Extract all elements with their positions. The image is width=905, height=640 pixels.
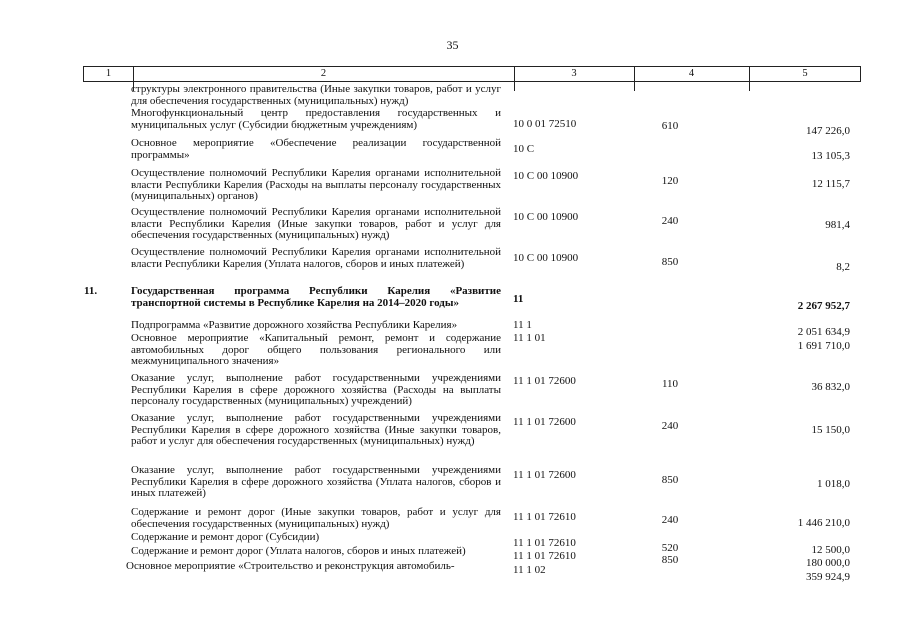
row-description: Осуществление полномочий Республики Карелия органами исполнительной власти Республики Карелия (Уплата налогов, сборов и иных платежей): [131, 246, 501, 270]
row-expense-type: 850: [661, 554, 679, 566]
row-amount: 2 267 952,7: [797, 300, 850, 312]
row-description: Содержание и ремонт дорог (Уплата налогов, сборов и иных платежей): [131, 545, 466, 557]
row-amount: 1 691 710,0: [797, 340, 850, 352]
row-expense-type: 850: [661, 256, 679, 268]
row-description: Оказание услуг, выполнение работ государственными учреждениями Республики Карелия в сфере дорожного хозяйства (Расходы на выплаты персоналу государственных (муниципальных) учреждений): [131, 372, 501, 408]
row-amount: 981,4: [825, 219, 850, 231]
row-description: Государственная программа Республики Карелия «Развитие транспортной системы в Республике Карелия на 2014–2020 годы»: [131, 285, 501, 309]
row-expense-type: 850: [661, 474, 679, 486]
row-expense-type: 520: [661, 542, 679, 554]
row-amount: 15 150,0: [811, 424, 850, 436]
row-code: 11 1 01: [513, 332, 546, 344]
row-description: Осуществление полномочий Республики Карелия органами исполнительной власти Республики Карелия (Иные закупки товаров, работ и услуг для обеспечения государственных (муниципальных) нужд): [131, 206, 501, 242]
row-amount: 147 226,0: [806, 125, 850, 137]
row-expense-type: 610: [661, 120, 679, 132]
header-col-2: 2: [320, 68, 327, 79]
row-code: 10 С 00 10900: [513, 170, 579, 182]
row-amount: 12 115,7: [811, 178, 850, 190]
row-code: 11 1 01 72600: [513, 469, 576, 481]
row-code: 11 1: [513, 319, 532, 331]
table-header: [83, 66, 861, 82]
row-code: 11 1 01 72600: [513, 375, 576, 387]
row-description: Оказание услуг, выполнение работ государственными учреждениями Республики Карелия в сфере дорожного хозяйства (Иные закупки товаров, работ и услуг для обеспечения государственных (муниципальных) нужд): [131, 412, 501, 448]
row-code: 10 0 01 72510: [513, 118, 577, 130]
row-expense-type: 120: [661, 175, 679, 187]
row-code: 11: [513, 293, 524, 305]
row-expense-type: 240: [661, 215, 679, 227]
header-col-4: 4: [688, 68, 695, 79]
row-number: 11.: [84, 285, 98, 297]
row-amount: 12 500,0: [811, 544, 850, 556]
row-description: Содержание и ремонт дорог (Иные закупки товаров, работ и услуг для обеспечения государственных (муниципальных) нужд): [131, 506, 501, 530]
row-amount: 13 105,3: [811, 150, 850, 162]
row-code: 11 1 01 72610: [513, 537, 576, 549]
row-description: Оказание услуг, выполнение работ государственными учреждениями Республики Карелия в сфере дорожного хозяйства (Уплата налогов, сборов и иных платежей): [131, 464, 501, 500]
row-description: Основное мероприятие «Обеспечение реализации государственной программы»: [131, 137, 501, 161]
row-amount: 1 018,0: [817, 478, 850, 490]
header-col-1: 1: [105, 68, 112, 79]
row-amount: 1 446 210,0: [797, 517, 850, 529]
row-description: Содержание и ремонт дорог (Субсидии): [131, 531, 320, 543]
header-col-3: 3: [571, 68, 577, 79]
row-code: 11 1 02: [513, 564, 546, 576]
row-code: 10 С 00 10900: [513, 252, 579, 264]
row-amount: 359 924,9: [806, 571, 850, 583]
header-col-5: 5: [802, 68, 808, 79]
row-amount: 180 000,0: [806, 557, 850, 569]
row-description: Осуществление полномочий Республики Карелия органами исполнительной власти Республики Карелия (Расходы на выплаты персоналу государственных (муниципальных) органов): [131, 167, 501, 203]
row-expense-type: 240: [661, 514, 679, 526]
row-code: 11 1 01 72600: [513, 416, 576, 428]
page-number: 35: [446, 38, 459, 52]
row-code: 10 С: [513, 143, 535, 155]
row-code: 11 1 01 72610: [513, 511, 576, 523]
row-description: Основное мероприятие «Строительство и реконструкция автомобиль-: [126, 560, 455, 572]
row-description: Подпрограмма «Развитие дорожного хозяйства Республики Карелия»: [131, 319, 458, 331]
row-description: структуры электронного правительства (Иные закупки товаров, работ и услуг для обеспечения государственных (муниципальных) нужд): [131, 83, 501, 107]
row-amount: 2 051 634,9: [797, 326, 850, 338]
row-code: 10 С 00 10900: [513, 211, 579, 223]
row-description: Основное мероприятие «Капитальный ремонт, ремонт и содержание автомобильных дорог общего пользования регионального или межмуниципального значения»: [131, 332, 501, 368]
row-amount: 8,2: [836, 261, 850, 273]
row-expense-type: 240: [661, 420, 679, 432]
row-description: Многофункциональный центр предоставления государственных и муниципальных услуг (Субсидии бюджетным учреждениям): [131, 107, 501, 131]
row-expense-type: 110: [661, 378, 679, 390]
row-amount: 36 832,0: [811, 381, 850, 393]
row-code: 11 1 01 72610: [513, 550, 576, 562]
